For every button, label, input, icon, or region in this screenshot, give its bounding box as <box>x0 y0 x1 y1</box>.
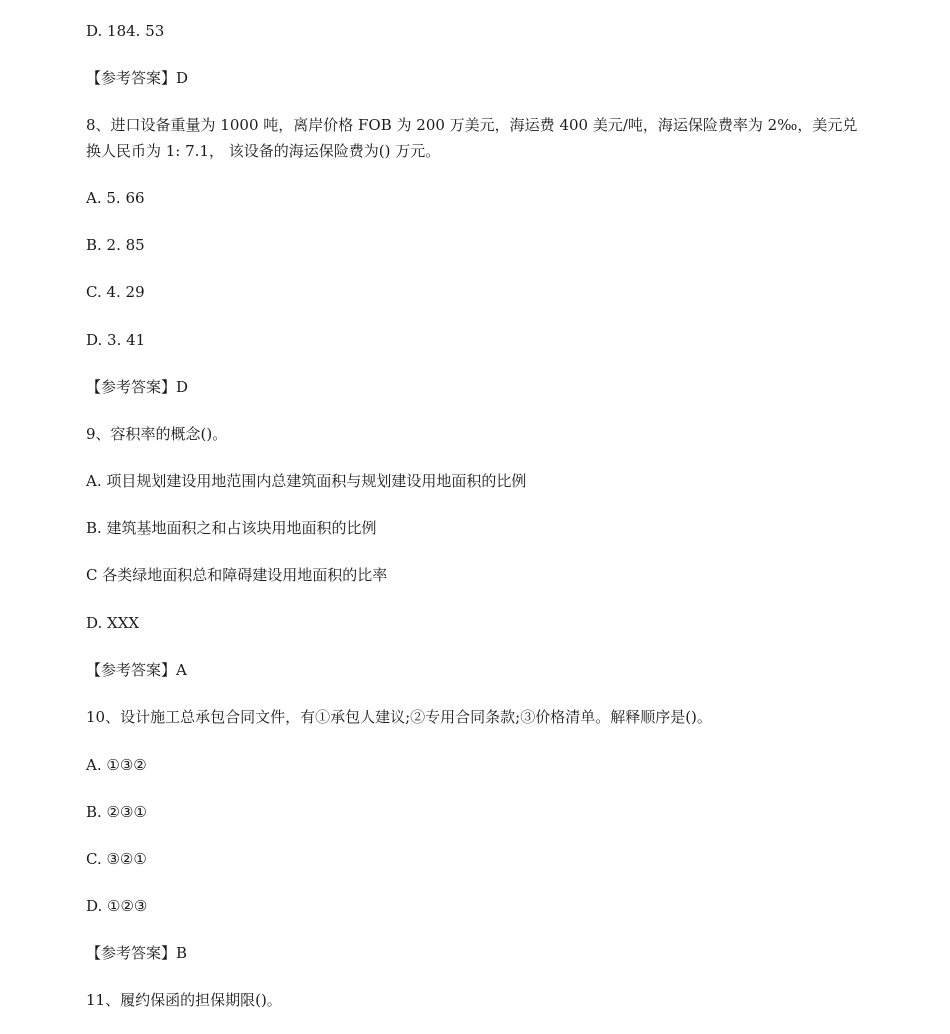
q10-option-b: B. ②③① <box>86 803 147 821</box>
q9-option-d: D. XXX <box>86 614 140 632</box>
q11-stem: 11、履约保函的担保期限()。 <box>86 991 282 1009</box>
q9-option-a: A. 项目规划建设用地范围内总建筑面积与规划建设用地面积的比例 <box>86 472 527 490</box>
q8-answer: 【参考答案】D <box>86 378 189 396</box>
q9-option-b: B. 建筑基地面积之和占该块用地面积的比例 <box>86 519 377 537</box>
q9-answer: 【参考答案】A <box>86 661 187 679</box>
q10-answer: 【参考答案】B <box>86 944 188 962</box>
q10-option-a: A. ①③② <box>86 756 147 774</box>
q8-option-c: C. 4. 29 <box>86 283 145 301</box>
q8-option-d: D. 3. 41 <box>86 331 146 349</box>
q10-option-d: D. ①②③ <box>86 897 148 915</box>
q8-option-b: B. 2. 85 <box>86 236 145 254</box>
q8-option-a: A. 5. 66 <box>86 189 145 207</box>
q9-stem: 9、容积率的概念()。 <box>86 425 228 443</box>
q9-option-c: C 各类绿地面积总和障碍建设用地面积的比率 <box>86 566 388 584</box>
q10-option-c: C. ③②① <box>86 850 147 868</box>
q8-stem: 8、进口设备重量为 1000 吨，离岸价格 FOB 为 200 万美元，海运费 400 美元/吨，海运保险费率为 2‰，美元兑换人民币为 1: 7.1， 该设备的海运保险费为() 万元。 <box>86 116 858 160</box>
q10-stem: 10、设计施工总承包合同文件，有①承包人建议;②专用合同条款;③价格清单。解释顺序是()。 <box>86 708 712 726</box>
q7-option-d: D. 184. 53 <box>86 22 165 40</box>
q7-answer: 【参考答案】D <box>86 69 189 87</box>
